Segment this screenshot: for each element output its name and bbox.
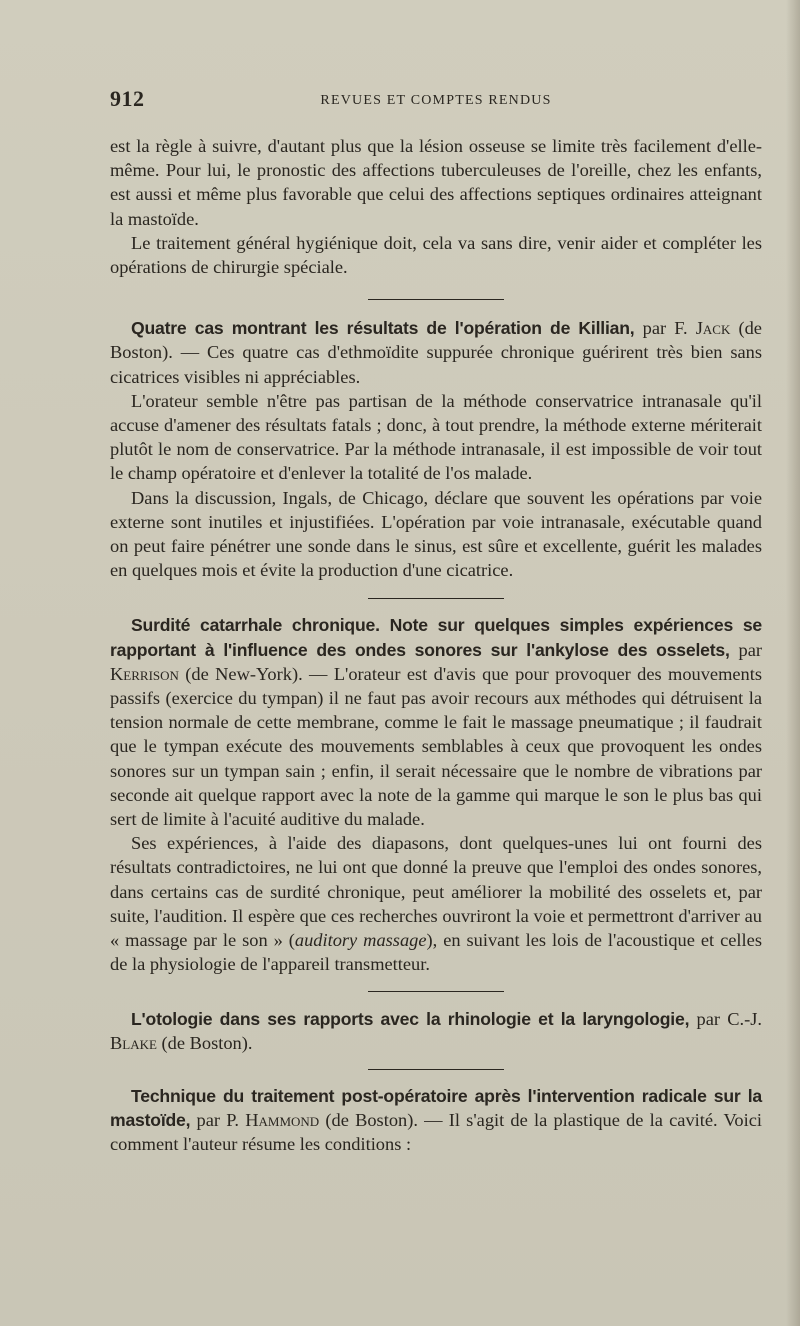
section-otologie-paragraph <box>110 1007 762 1055</box>
section-technique-paragraph <box>110 1084 762 1157</box>
section-divider <box>368 299 504 300</box>
intro-paragraph-2: Le traitement général hygiénique doit, cela va sans dire, venir aider et compléter les opérations de chirurgie spéciale. <box>110 232 762 278</box>
page-body <box>110 134 762 1157</box>
page-header <box>110 86 762 116</box>
byline-par: par F. <box>634 318 696 339</box>
section-text: ), en suivant les lois de l'acoustique et celles de la physiologie de l'appareil transmetteur. <box>110 930 762 975</box>
intro-paragraph-1: est la règle à suivre, d'autant plus que la lésion osseuse se limite très facilement d'elle-même. Pour lui, le pronostic des affections tuberculeuses de l'oreille, chez les enfants, est aussi et même plus favorable que celui des affections septiques ordinaires atteignant la mastoïde. <box>110 136 762 229</box>
page-number: 912 <box>110 86 145 111</box>
section-text: (de Boston). — Il s'agit de la plastique de la cavité. Voici comment l'auteur résume les conditions : <box>110 1110 763 1155</box>
section-title-otologie: L'otologie dans ses rapports avec la rhinologie et la laryngologie, <box>131 1008 690 1029</box>
section-divider <box>368 1069 504 1070</box>
section-divider <box>368 598 504 599</box>
running-head: REVUES ET COMPTES RENDUS <box>320 93 552 108</box>
section-title-surdite: Surdité catarrhale chronique. Note sur quelques simples expériences se rapportant à l'influence des ondes sonores sur l'ankylose des osselets, <box>110 615 762 660</box>
section-title-killian: Quatre cas montrant les résultats de l'opération de Killian, <box>131 318 635 339</box>
section-title-technique: Technique du traitement post-opératoire après l'intervention radicale sur la mastoïde, <box>110 1085 762 1131</box>
section-killian-paragraph-1 <box>110 316 762 389</box>
page-edge-shadow <box>786 0 800 1326</box>
section-text: Ses expériences, à l'aide des diapasons, dont quelques-unes lui ont fourni des résultats contradictoires, ne lui ont que donné la preuve que l'emploi des ondes sonores, dans certains cas de surdité chronique, peut améliorer la mobilité des osselets et, par suite, l'audition. Il espère que ces recherches ouvriront la voie et permettront d'arriver au « massage par le son » ( <box>110 833 762 951</box>
section-surdite-paragraph-1 <box>110 613 762 831</box>
byline-par: par <box>729 639 762 660</box>
byline-par: par P. <box>190 1110 246 1131</box>
section-divider <box>368 991 504 992</box>
section-killian-paragraph-2: L'orateur semble n'être pas partisan de la méthode conservatrice intranasale qu'il accuse d'amener des résultats fatals ; donc, à tout prendre, la méthode externe mériterait plutôt le nom de conservatrice. Par la méthode intranasale, il est impossible de voir tout le champ opératoire et d'enlever la totalité de l'os malade. <box>110 390 762 484</box>
author-name: Blake <box>110 1032 157 1053</box>
author-name: Hammond <box>245 1110 320 1131</box>
italic-term: auditory massage <box>294 930 427 951</box>
section-killian-paragraph-3: Dans la discussion, Ingals, de Chicago, déclare que souvent les opérations par voie externe sont inutiles et injustifiées. L'opération par voie intranasale, exécutable quand on peut faire pénétrer une sonde dans le sinus, est sûre et excellente, guérit les malades en quelques mois et évite la production d'une cicatrice. <box>110 487 762 581</box>
section-text: (de Boston). <box>156 1032 253 1053</box>
author-name: Kerrison <box>110 663 179 684</box>
author-name: Jack <box>695 318 731 339</box>
byline-par: par C.-J. <box>689 1008 762 1029</box>
section-text: (de Boston). — Ces quatre cas d'ethmoïdite suppurée chronique guérirent très bien sans cicatrices visibles ni appréciables. <box>110 318 762 387</box>
section-text: (de New-York). — L'orateur est d'avis que pour provoquer des mouvements passifs (exercice du tympan) il ne faut pas avoir recours aux méthodes qui détruisent la tension normale de cette membrane, comme le fait le massage pneumatique ; il faudrait que le tympan exécute des mouvements semblables à ceux que provoquent les ondes sonores sur un tympan sain ; enfin, il serait nécessaire que le nombre de vibrations par seconde ait quelque rapport avec la note de la gamme qui marque le son le plus bas qui sert de limite à l'acuité auditive du malade. <box>110 663 762 830</box>
section-surdite-paragraph-2 <box>110 831 762 976</box>
